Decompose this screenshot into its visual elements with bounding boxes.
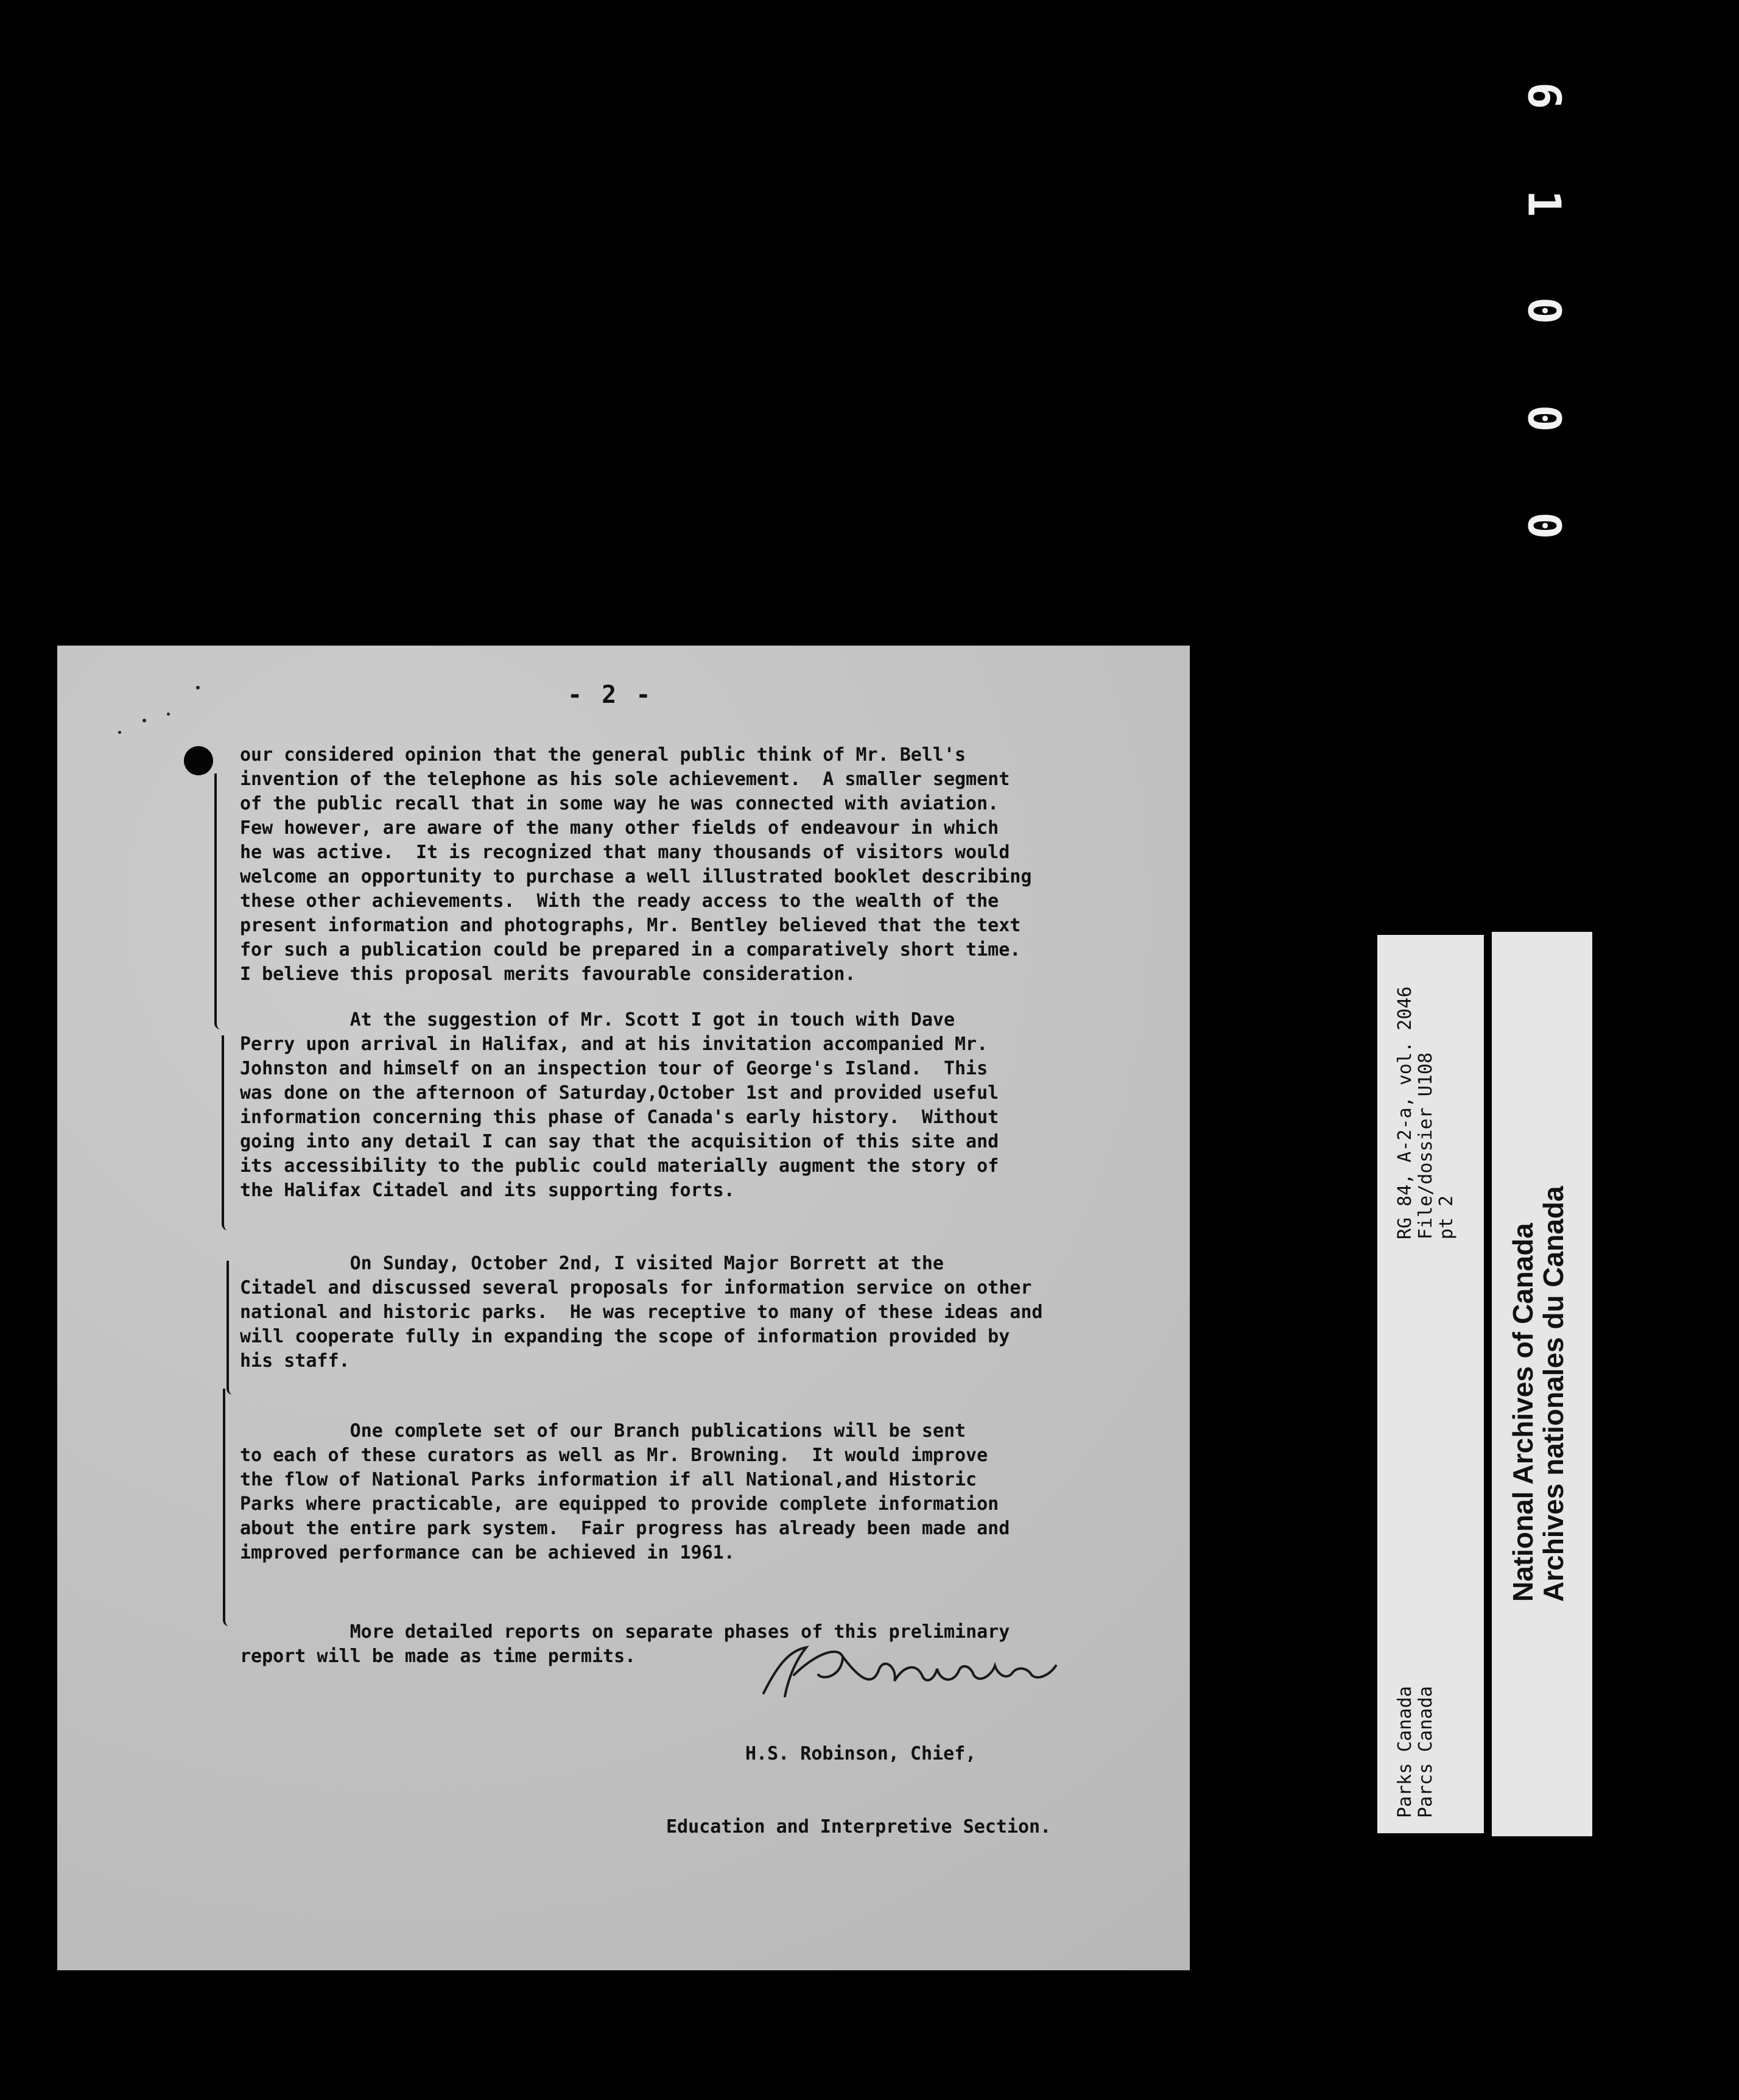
page-number: - 2 - — [567, 681, 653, 709]
reference-line: File/dossier U108 — [1415, 1052, 1436, 1239]
margin-bracket — [222, 1035, 228, 1230]
punch-hole — [184, 746, 213, 775]
paragraph: At the suggestion of Mr. Scott I got in touch with Dave Perry upon arrival in Halifax, and at his invitation accompanied Mr. Johnston and himself on an inspection tour of George's Island. This was done on the afternoon of Saturday,October 1st and provided useful information concerning this phase of Canada's early history. Without going into any detail I can say that the acquisition of this site and its accessibility to the public could materially augment the story of the Halifax Citadel and its supporting forts. — [240, 1009, 999, 1201]
archive-institution-strip — [1492, 932, 1592, 1836]
reference-line: RG 84, A-2-a, vol. 2046 — [1394, 986, 1416, 1239]
agency-line: Parcs Canada — [1415, 1686, 1436, 1818]
paragraph: On Sunday, October 2nd, I visited Major Borrett at the Citadel and discussed several proposals for information service on other national and historic parks. He was receptive to many of these ideas and will cooperate fully in expanding the scope of information provided by his staff. — [240, 1253, 1043, 1372]
signature-block — [666, 1693, 1051, 1888]
paragraph: our considered opinion that the general public think of Mr. Bell's invention of the telephone as his sole achievement. A smaller segment of the public recall that in some way he was connected with aviation. Few however, are aware of the many other fields of endeavour in which he was active. It is recognized that many thousands of visitors would welcome an opportunity to purchase a well illustrated booklet describing these other achievements. With the ready access to the wealth of the present information and photographs, Mr. Bentley believed that the text for such a publication could be prepared in a comparatively short time. I believe this proposal merits favourable consideration. — [240, 744, 1032, 985]
paragraph: More detailed reports on separate phases of this preliminary report will be made as time permits. — [240, 1621, 1010, 1667]
dust-speck — [196, 686, 200, 689]
archive-reference-strip — [1377, 935, 1484, 1833]
paragraph: One complete set of our Branch publications will be sent to each of these curators as well as Mr. Browning. It would improve the flow of National Parks information if all National,and Historic Parks where practicable, are equipped to provide complete information about the entire park system. Fair progress has already been made and improved performance can be achieved in 1961. — [240, 1420, 1010, 1563]
institution-line: National Archives of Canada — [1507, 1222, 1539, 1602]
dust-speck — [167, 713, 170, 716]
signer-title: Education and Interpretive Section. — [666, 1816, 1052, 1838]
agency-line: Parks Canada — [1394, 1686, 1416, 1818]
dust-speck — [142, 719, 146, 722]
frame-digit: 0 — [1517, 512, 1570, 540]
frame-digit: 6 — [1517, 82, 1570, 110]
institution-line: Archives nationales du Canada — [1537, 1186, 1569, 1602]
document-page — [57, 646, 1190, 1970]
dust-speck — [118, 731, 121, 734]
reference-line: pt 2 — [1436, 1195, 1457, 1239]
signer-name: H.S. Robinson, Chief, — [745, 1743, 977, 1764]
frame-digit: 1 — [1517, 189, 1570, 217]
frame-number — [1519, 73, 1568, 548]
frame-digit: 0 — [1517, 297, 1570, 325]
margin-bracket — [223, 1389, 229, 1626]
margin-bracket — [214, 773, 220, 1029]
margin-bracket — [227, 1261, 233, 1395]
frame-digit: 0 — [1517, 404, 1570, 432]
